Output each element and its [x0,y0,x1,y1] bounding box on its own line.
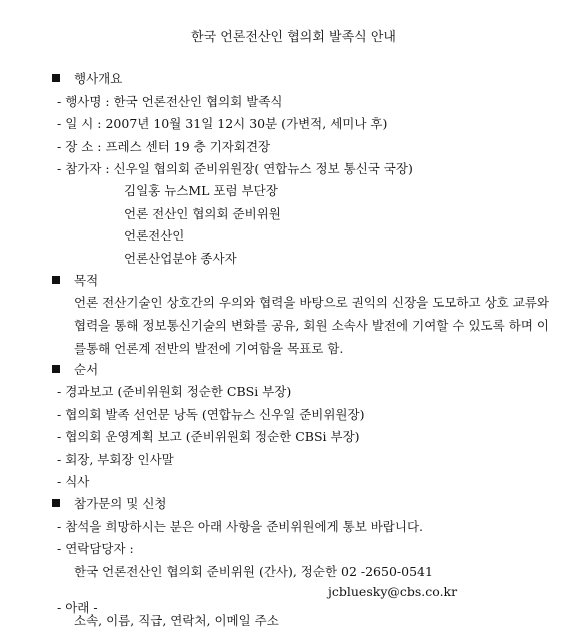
attendee-item: 신우일 협의회 준비위원장( 연합뉴스 정보 통신국 국장) [113,161,413,176]
heading-text: 순서 [74,362,99,377]
section-heading-overview [52,69,122,87]
square-bullet-icon [52,74,60,82]
attendee-item: 언론산업분야 종사자 [124,251,237,266]
contact-email: jcbluesky@cbs.co.kr [328,584,458,599]
section-heading-order [52,360,98,378]
order-item: - 경과보고 (준비위원회 정순한 CBSi 부장) [57,384,292,399]
event-name-line: - 행사명 : 한국 언론전산인 협의회 발족식 [57,94,283,109]
heading-text: 참가문의 및 신청 [74,496,167,511]
square-bullet-icon [52,365,60,373]
order-item: - 협의회 운영계획 보고 (준비위원회 정순한 CBSi 부장) [57,429,360,444]
date-line: - 일 시 : 2007년 10월 31일 12시 30분 (가변적, 세미나 후) [57,116,388,131]
inquiry-notice: - 참석을 희망하시는 분은 아래 사항을 준비위원에게 통보 바랍니다. [57,519,424,534]
order-item: - 식사 [57,474,90,489]
purpose-paragraph: 언론 전산기술인 상호간의 우의와 협력을 바탕으로 권익의 신장을 도모하고 상호 교류와 협력을 통해 정보통신기술의 변화를 공유, 회원 소속사 발전에 기여할 수 있도록 하며 이를통해 언론계 전반의 발전에 기여함을 목표로 함. [74,295,549,356]
attendees-line [57,159,413,177]
square-bullet-icon [52,499,60,507]
attendee-item: 김일홍 뉴스ML 포럼 부단장 [124,183,278,198]
section-heading-purpose [52,271,98,289]
below-label: - 아래 - [57,600,98,615]
attendee-item: 언론전산인 [124,228,185,243]
attendees-label: - 참가자 : [57,161,114,176]
heading-text: 목적 [74,273,99,288]
required-fields: 소속, 이름, 직급, 연락처, 이메일 주소 [74,613,279,628]
order-item: - 협의회 발족 선언문 낭독 (연합뉴스 신우일 준비위원장) [57,407,365,422]
contact-label: - 연락담당자 : [57,541,134,556]
heading-text: 행사개요 [74,71,123,86]
place-line: - 장 소 : 프레스 센터 19 층 기자회견장 [57,139,271,154]
order-item: - 회장, 부회장 인사말 [57,452,174,467]
page-title: 한국 언론전산인 협의회 발족식 안내 [191,30,396,45]
attendee-item: 언론 전산인 협의회 준비위원 [124,206,281,221]
contact-line: 한국 언론전산인 협의회 준비위원 (간사), 정순한 02 -2650-0541 [74,564,433,579]
square-bullet-icon [52,276,60,284]
section-heading-inquiry [52,494,166,512]
